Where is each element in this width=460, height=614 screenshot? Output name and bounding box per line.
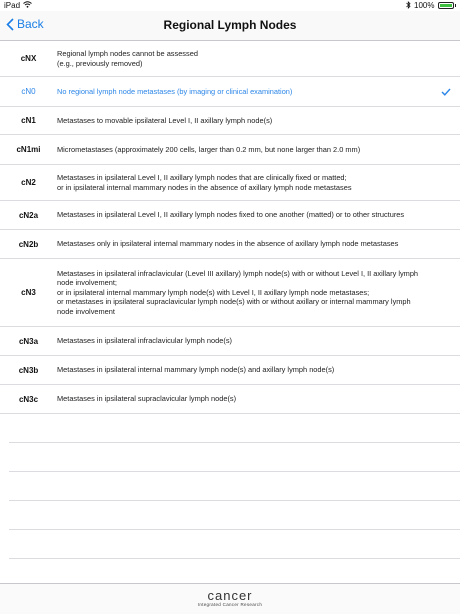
bluetooth-icon: [406, 1, 411, 11]
row-description: Metastases in ipsilateral internal mammary lymph node(s) and axillary lymph node(s): [57, 365, 335, 375]
navigation-bar: [0, 11, 460, 41]
list-row-cn1mi[interactable]: [0, 135, 460, 165]
status-bar: [0, 0, 460, 11]
list-row-cn3a[interactable]: [0, 327, 460, 356]
list-row-cn2b[interactable]: [0, 230, 460, 259]
row-code: cN0: [21, 87, 36, 96]
list-row-cnx[interactable]: [0, 41, 460, 77]
row-code: cN2: [21, 178, 36, 187]
device-label: iPad: [4, 1, 21, 10]
list-row-cn2a[interactable]: [0, 201, 460, 230]
row-description: Metastases in ipsilateral infraclavicular (Level III axillary) lymph node(s) with or without Level I, II axillary lymph node involvement; or in ipsilateral internal mammary lymph node(s) with Level I, II axillary lymph node metastases; or metastases in ipsilateral supraclavicular lymph node(s) with or without axillary or internal mammary lymph node involvement: [57, 268, 419, 316]
row-code: cN2b: [18, 239, 39, 249]
empty-row: [9, 414, 460, 443]
row-code: cN3b: [18, 365, 39, 375]
list-row-cn1[interactable]: [0, 107, 460, 135]
row-description: Metastases in ipsilateral Level I, II axillary lymph nodes that are clinically fixed or matted; or in ipsilateral internal mammary nodes in the absence of axillary lymph node metastases: [57, 173, 352, 192]
row-description: Metastases in ipsilateral supraclavicular lymph node(s): [57, 394, 237, 404]
row-code: cN1mi: [16, 145, 41, 154]
list-row-cn3c[interactable]: [0, 385, 460, 414]
row-code: cN1: [21, 116, 36, 125]
logo-text: cancer: [207, 588, 253, 603]
logo: [0, 584, 460, 602]
row-description: Metastases in ipsilateral infraclavicular lymph node(s): [57, 336, 232, 346]
row-description: Metastases in ipsilateral Level I, II axillary lymph nodes fixed to one another (matted) or to other structures: [57, 210, 405, 220]
checkmark-icon: [441, 88, 451, 96]
page-title: Regional Lymph Nodes: [163, 18, 297, 32]
row-code: cN3a: [18, 336, 39, 346]
row-code: cN2a: [18, 210, 39, 220]
battery-icon: [438, 2, 454, 9]
battery-tip: [455, 4, 457, 7]
row-description: Metastases only in ipsilateral internal mammary nodes in the absence of axillary lymph node metastases: [57, 239, 399, 249]
row-description: Metastases to movable ipsilateral Level I, II axillary lymph node(s): [57, 115, 273, 125]
empty-row: [9, 530, 460, 559]
list-row-cn0[interactable]: [0, 77, 460, 107]
lymph-node-list: [0, 41, 460, 588]
battery-percent: 100%: [414, 1, 435, 10]
status-bar-left: [0, 1, 32, 10]
back-button-label: Back: [17, 17, 44, 31]
battery-fill: [440, 4, 452, 7]
row-code: cN3c: [18, 394, 39, 404]
empty-row: [9, 501, 460, 530]
logo-subtitle: Integrated Cancer Research: [197, 602, 263, 607]
list-row-cn2[interactable]: [0, 165, 460, 201]
empty-row: [9, 472, 460, 501]
footer: [0, 583, 460, 614]
row-code: cN3: [21, 288, 36, 297]
row-description: Micrometastases (approximately 200 cells, larger than 0.2 mm, but none larger than 2.0 mm): [57, 144, 361, 154]
list-row-cn3[interactable]: [0, 259, 460, 327]
list-row-cn3b[interactable]: [0, 356, 460, 385]
row-description: Regional lymph nodes cannot be assessed (e.g., previously removed): [57, 49, 198, 68]
wifi-icon: [23, 1, 32, 10]
empty-row: [9, 443, 460, 472]
status-bar-right: [406, 1, 460, 11]
row-code: cNX: [20, 54, 37, 63]
row-description: No regional lymph node metastases (by imaging or clinical examination): [57, 86, 293, 96]
